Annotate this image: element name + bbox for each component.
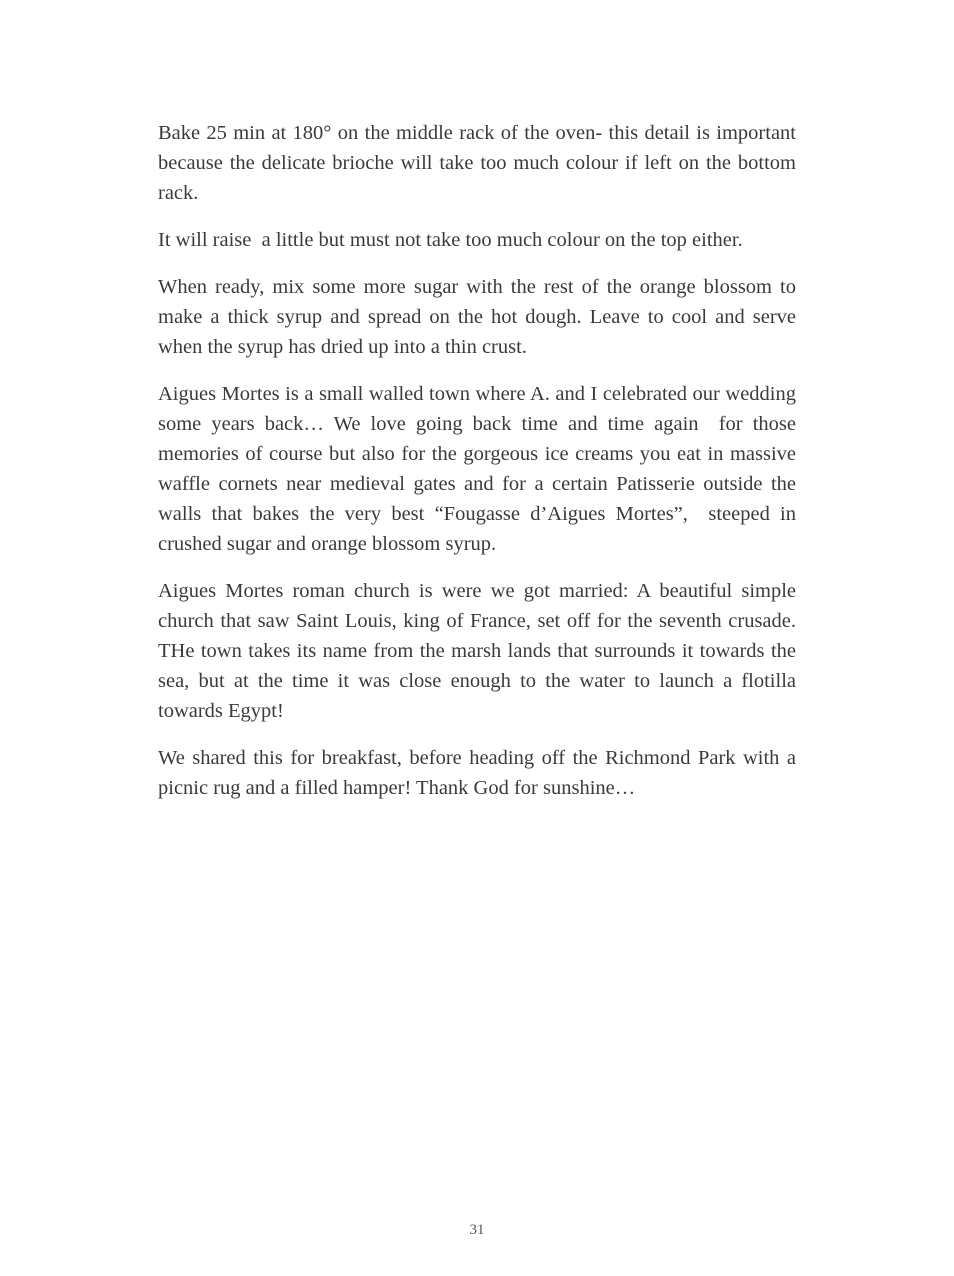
- paragraph-breakfast-picnic: We shared this for breakfast, before heading off the Richmond Park with a picnic rug and a filled hamper! Thank God for sunshine…: [158, 747, 802, 799]
- paragraph-aigues-mortes-memories: Aigues Mortes is a small walled town where A. and I celebrated our wedding some years back… We love going back time and time again for those memories of course but also for the gorgeous ice creams you eat in massive waffle cornets near medieval gates and for a certain Patisserie outside the walls that bakes the very best “Fougasse d’Aigues Mortes”, steeped in crushed sugar and orange blossom syrup.: [158, 383, 802, 555]
- paragraph-syrup-finish: When ready, mix some more sugar with the rest of the orange blossom to make a thick syrup and spread on the hot dough. Leave to cool and serve when the syrup has dried up into a thin crust.: [158, 276, 802, 358]
- page-number: 31: [469, 1222, 485, 1238]
- paragraph-aigues-mortes-church: Aigues Mortes roman church is were we got married: A beautiful simple church that saw Saint Louis, king of France, set off for the seventh crusade. THe town takes its name from the marsh lands that surrounds it towards the sea, but at the time it was close enough to the water to launch a flotilla towards Egypt!: [158, 580, 802, 722]
- paragraph-rising-note: It will raise a little but must not take too much colour on the top either.: [158, 229, 743, 251]
- body-text: [158, 118, 802, 820]
- paragraph-baking-instructions: Bake 25 min at 180° on the middle rack of the oven- this detail is important because the delicate brioche will take too much colour if left on the bottom rack.: [158, 122, 802, 204]
